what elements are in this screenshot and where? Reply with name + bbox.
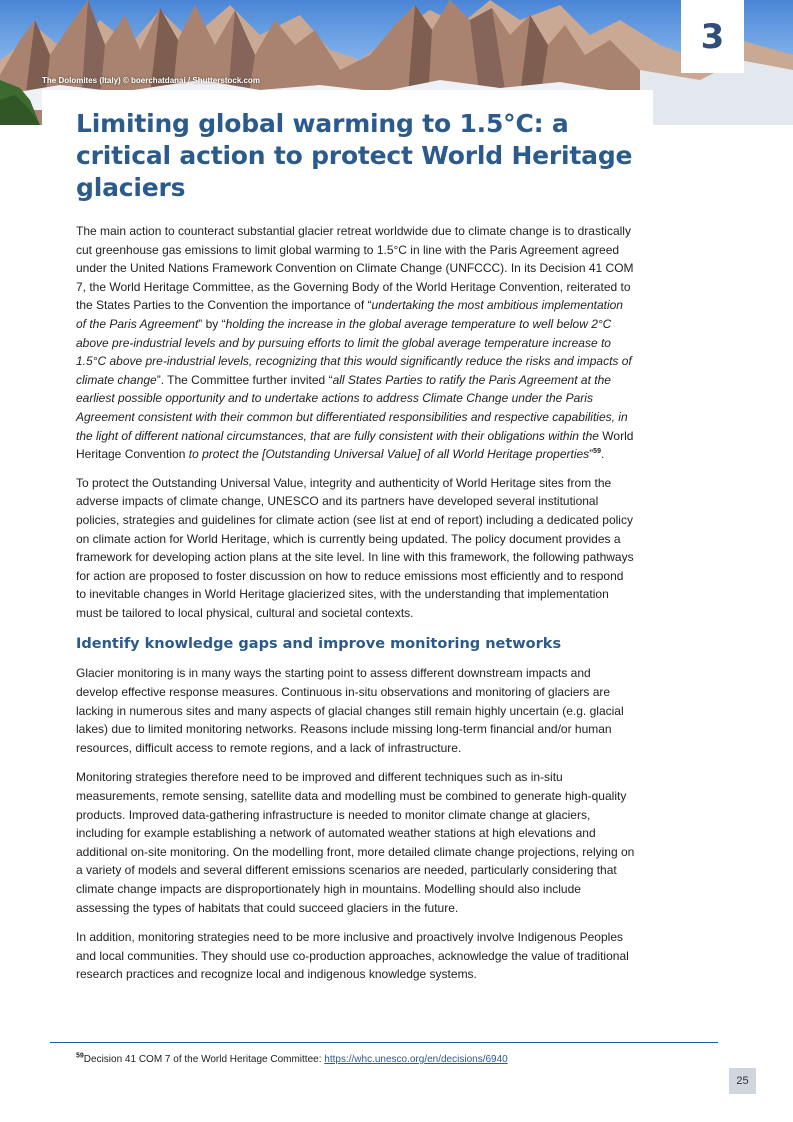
- footnote-text: Decision 41 COM 7 of the World Heritage Committee:: [83, 1054, 325, 1065]
- p1-text-6: .: [600, 447, 605, 462]
- p1-quote-1: undertaking the most ambitious implementation of the Paris Agreement: [76, 298, 623, 331]
- chapter-number: 3: [700, 16, 725, 57]
- p1-quote-2: holding the increase in the global average temperature to well below 2°C above pre-industrial levels and by pursuing efforts to limit the global average temperature increase to 1.5°C above pre-industrial levels, recognizing that this would significantly reduce the risks and impacts of climate change: [76, 316, 632, 387]
- paragraph-intro: [76, 222, 636, 464]
- chapter-badge: [681, 0, 744, 73]
- paragraph-monitoring: Glacier monitoring is in many ways the starting point to assess different downstream impacts and develop effective response measures. Continuous in-situ observations and monitoring of glaciers are lacking in numerous sites and many aspects of glacial changes still remain highly uncertain (e.g. glacial lakes) due to limited monitoring networks. Reasons include missing long-term financial and/or human resources, difficult access to remote regions, and a lack of infrastructure.: [76, 666, 624, 755]
- p1-text-3: ”. The Committee further invited “: [156, 372, 333, 387]
- p1-text-5: ”: [589, 447, 594, 462]
- page-number-badge: [729, 1068, 756, 1094]
- page-title: Limiting global warming to 1.5°C: a critical action to protect World Heritage glaciers: [76, 109, 633, 202]
- p1-quote-3: all States Parties to ratify the Paris Agreement at the earliest possible opportunity and to undertake actions to address Climate Change under the Paris Agreement consistent with their common but differentiated responsibilities and respective capabilities, in the light of different national circumstances, that are fully consistent with their obligations within the: [76, 372, 628, 443]
- footnote: [76, 1054, 508, 1065]
- footnote-number: 59: [76, 1052, 84, 1060]
- photo-credit: The Dolomites (Italy) © boerchatdanai / Shutterstock.com: [42, 76, 260, 85]
- paragraph-framework: To protect the Outstanding Universal Value, integrity and authenticity of World Heritage sites from the adverse impacts of climate change, UNESCO and its partners have developed several institutional policies, strategies and guidelines for climate action (see list at end of report) including a dedicated policy on climate action for World Heritage, which is currently being updated. The policy document provides a framework for developing action plans at the site level. In line with this framework, the following pathways for action are proposed to foster discussion on how to reduce emissions most efficiently and to respond to inevitable changes in World Heritage glacierized sites, with the understanding that implementation must be tailored to local physical, cultural and societal contexts.: [76, 475, 634, 620]
- p1-text-2: ” by “: [198, 316, 226, 331]
- paragraph-strategies: Monitoring strategies therefore need to be improved and different techniques such as in-situ measurements, remote sensing, satellite data and modelling must be combined to generate high-quality products. Improved data-gathering infrastructure is needed to monitor climate change at glaciers, including for example establishing a network of automated weather stations at high elevations and additional on-site monitoring. On the modelling front, more detailed climate change projections, relying on a variety of models and several different emissions scenarios are needed, particularly considering that climate change impacts are disproportionately high in mountains. Modelling should also include assessing the types of habitats that could succeed glaciers in the future.: [76, 770, 635, 915]
- section-heading: Identify knowledge gaps and improve monitoring networks: [76, 636, 562, 653]
- p1-text-1: The main action to counteract substantial glacier retreat worldwide due to climate change is to drastically cut greenhouse gas emissions to limit global warming to 1.5°C in line with the Paris Agreement agreed under the United Nations Framework Convention on Climate Change (UNFCCC). In its Decision 41 COM 7, the World Heritage Committee, as the Governing Body of the World Heritage Convention, reiterated to the States Parties to the Convention the importance of “: [76, 224, 634, 313]
- p1-text-4: World Heritage Convention: [76, 428, 634, 462]
- footnote-ref[interactable]: 59: [593, 448, 601, 456]
- main-content: [76, 108, 636, 984]
- footnote-divider: [50, 1042, 718, 1043]
- page-number: 25: [736, 1075, 749, 1087]
- footnote-link[interactable]: https://whc.unesco.org/en/decisions/6940: [324, 1054, 508, 1065]
- p1-quote-4: to protect the [Outstanding Universal Value] of all World Heritage properties: [188, 447, 590, 462]
- paragraph-inclusion: In addition, monitoring strategies need to be more inclusive and proactively involve Indigenous Peoples and local communities. They should use co-production approaches, acknowledge the value of traditional research practices and recognize local and indigenous knowledge systems.: [76, 930, 629, 982]
